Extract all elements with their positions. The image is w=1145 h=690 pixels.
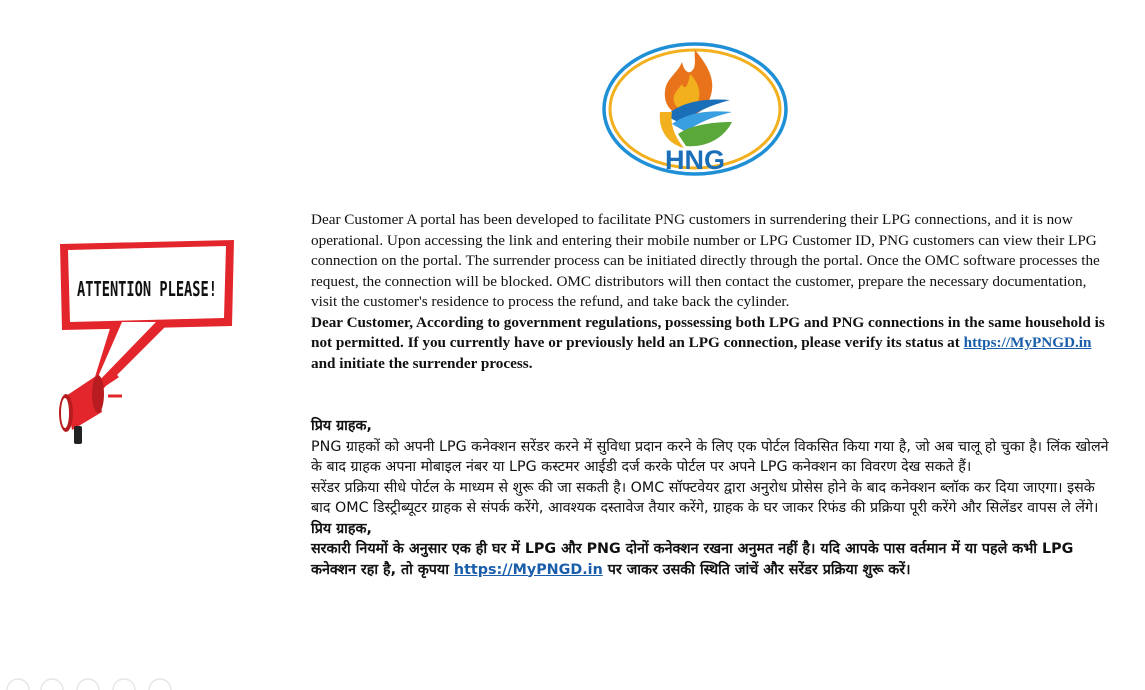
hindi-paragraph-2: सरेंडर प्रक्रिया सीधे पोर्टल के माध्यम से शुरू की जा सकती है। OMC सॉफ्टवेयर द्वारा अनुरोध प्रोसेस होने के बाद कनेक्शन ब्लॉक कर दिया जाएगा। इसके बाद OMC डिस्ट्रीब्यूटर ग्राहक से संपर्क करेंगे, आवश्यक दस्तावेज तैयार करेंगे, ग्राहक के घर जाकर रिफंड की प्रक्रिया पूरी करेंगे और सिलेंडर वापस ले लेंगे। <box>311 479 1099 516</box>
decorative-circles <box>0 676 200 690</box>
hindi-greeting-2: प्रिय ग्राहक, <box>311 520 372 537</box>
english-notice-text: Dear Customer, According to government regulations, possessing both LPG and PNG connections in the same household is not permitted. If you currently have or previously held an LPG connection, please verify its status at <box>311 313 1105 351</box>
hindi-paragraph-1: PNG ग्राहकों को अपनी LPG कनेक्शन सरेंडर करने में सुविधा प्रदान करने के लिए एक पोर्टल विकसित किया गया है, जो अब चालू हो चुका है। लिंक खोलने के बाद ग्राहक अपना मोबाइल नंबर या LPG कस्टमर आईडी दर्ज करके पोर्टल पर अपने LPG कनेक्शन का विवरण देख सकते हैं। <box>311 438 1109 475</box>
hindi-notice-end: पर जाकर उसकी स्थिति जांचें और सरेंडर प्रक्रिया शुरू करें। <box>602 561 911 578</box>
hng-logo <box>598 38 792 180</box>
english-portal-link[interactable]: https://MyPNGD.in <box>963 334 1092 351</box>
hindi-portal-link[interactable]: https://MyPNGD.in <box>453 561 603 578</box>
attention-banner <box>52 236 238 452</box>
logo-brand-text: HNG <box>665 145 725 175</box>
notice-content <box>311 210 1111 580</box>
attention-text: ATTENTION PLEASE! <box>77 277 217 301</box>
english-notice <box>311 313 1111 375</box>
english-notice-end: and initiate the surrender process. <box>311 354 533 372</box>
megaphone-icon <box>59 375 122 444</box>
hindi-notice-text: सरकारी नियमों के अनुसार एक ही घर में LPG और PNG दोनों कनेक्शन रखना अनुमत नहीं है। यदि आपके पास वर्तमान में या पहले कभी LPG कनेक्शन रहा है, तो कृपया <box>311 541 1074 578</box>
english-paragraph: Dear Customer A portal has been developed to facilitate PNG customers in surrendering their LPG connections, and it is now operational. Upon accessing the link and entering their mobile number or LPG Customer ID, PNG customers can view their LPG connection on the portal. The surrender process can be initiated directly through the portal. Once the OMC software processes the request, the connection will be blocked. OMC distributors will then contact the customer, prepare the necessary documentation, visit the customer's residence to process the refund, and take back the cylinder. <box>311 211 1100 310</box>
hindi-notice <box>311 539 1111 580</box>
hindi-greeting-1: प्रिय ग्राहक, <box>311 418 372 434</box>
